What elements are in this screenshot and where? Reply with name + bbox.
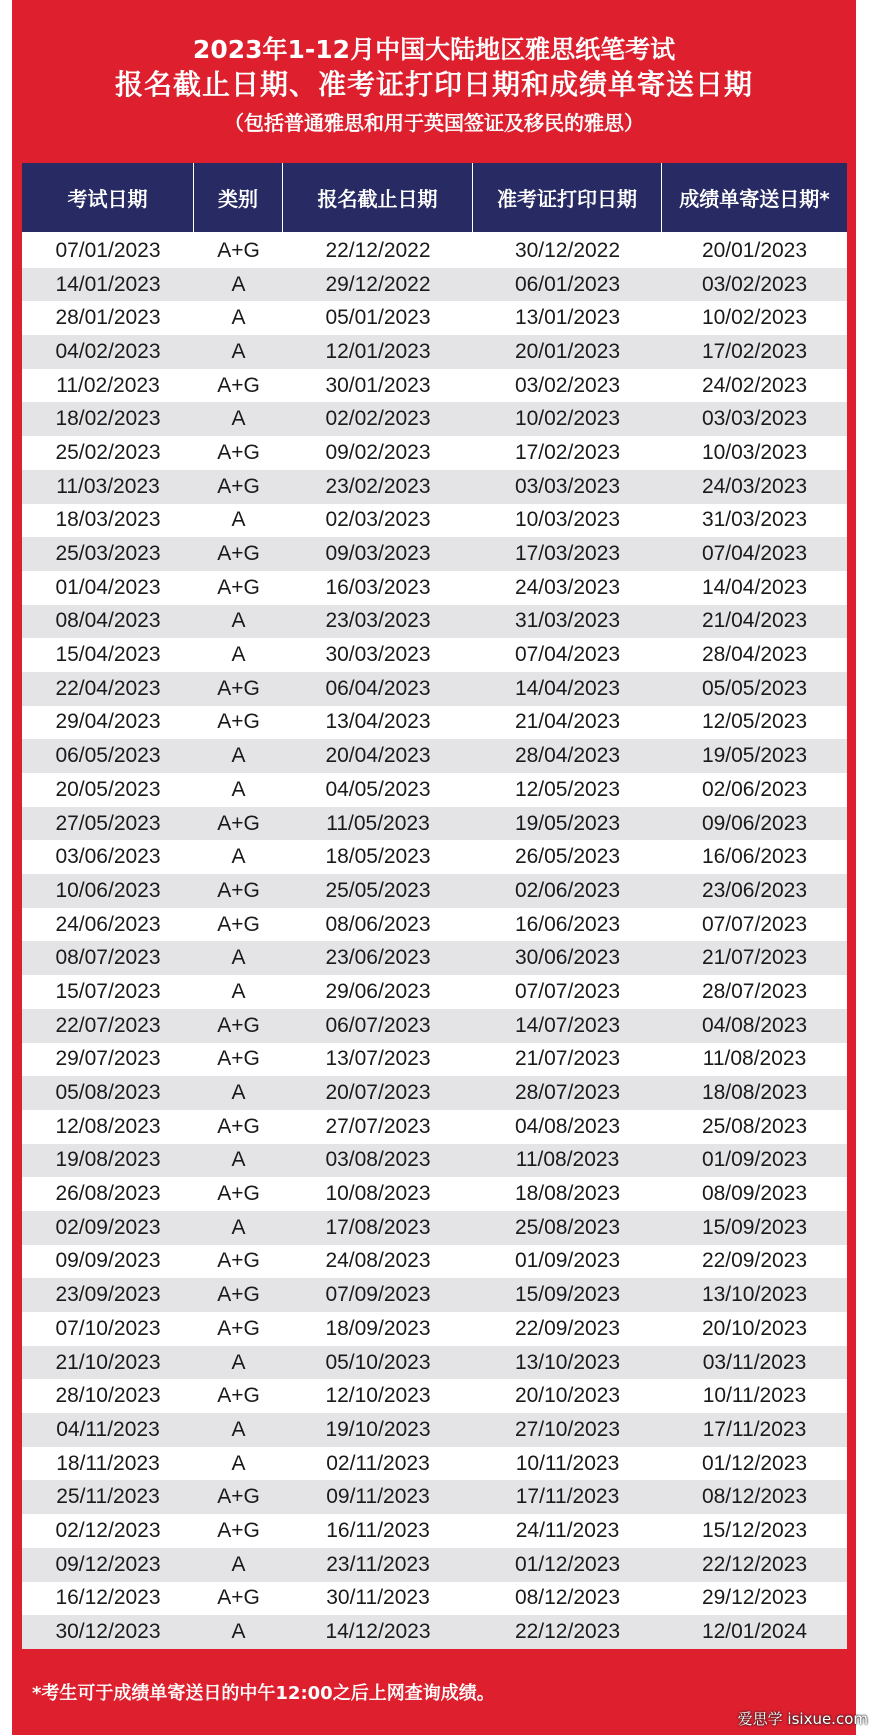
cell-registration-deadline: 23/06/2023	[325, 946, 431, 970]
cell-result-mail-date: 01/09/2023	[701, 1148, 808, 1172]
cell-result-mail-date: 24/02/2023	[701, 373, 808, 397]
cell-registration-deadline: 08/06/2023	[325, 912, 431, 936]
cell-registration-deadline: 27/07/2023	[325, 1114, 431, 1138]
cell-registration-deadline: 09/02/2023	[325, 440, 431, 464]
cell-exam-date: 05/08/2023	[55, 1081, 161, 1105]
cell-category: A	[231, 1451, 246, 1475]
cell-exam-date: 25/11/2023	[56, 1485, 160, 1509]
cell-category: A+G	[217, 1182, 260, 1206]
cell-registration-deadline: 05/10/2023	[325, 1350, 431, 1374]
cell-registration-deadline: 14/12/2023	[325, 1620, 431, 1644]
cell-exam-date: 26/08/2023	[55, 1182, 161, 1206]
cell-admission-print-date: 28/07/2023	[514, 1081, 621, 1105]
table-row	[22, 1144, 847, 1178]
cell-admission-print-date: 24/03/2023	[514, 575, 621, 599]
header-registration-deadline: 报名截止日期	[283, 163, 473, 232]
cell-registration-deadline: 02/11/2023	[326, 1451, 430, 1475]
cell-category: A	[231, 845, 246, 869]
table-row	[22, 975, 847, 1009]
cell-exam-date: 22/07/2023	[55, 1013, 161, 1037]
table-row	[22, 234, 847, 268]
cell-exam-date: 06/05/2023	[55, 744, 161, 768]
cell-admission-print-date: 10/03/2023	[514, 508, 621, 532]
table-row	[22, 369, 847, 403]
header-admission-print-date: 准考证打印日期	[473, 163, 662, 232]
cell-exam-date: 23/09/2023	[55, 1283, 161, 1307]
cell-result-mail-date: 20/01/2023	[701, 238, 808, 262]
cell-result-mail-date: 14/04/2023	[701, 575, 808, 599]
cell-registration-deadline: 09/03/2023	[325, 542, 431, 566]
cell-category: A+G	[217, 440, 260, 464]
cell-category: A+G	[217, 1384, 260, 1408]
table-row	[22, 470, 847, 504]
header-category: 类别	[194, 163, 283, 232]
cell-category: A+G	[217, 1485, 260, 1509]
table-row	[22, 1211, 847, 1245]
cell-admission-print-date: 20/01/2023	[514, 339, 621, 363]
cell-admission-print-date: 13/01/2023	[514, 306, 621, 330]
cell-result-mail-date: 18/08/2023	[701, 1081, 808, 1105]
cell-admission-print-date: 17/02/2023	[514, 440, 621, 464]
cell-registration-deadline: 10/08/2023	[325, 1182, 431, 1206]
cell-result-mail-date: 22/12/2023	[701, 1552, 808, 1576]
table-row	[22, 1043, 847, 1077]
table-row	[22, 1379, 847, 1413]
cell-exam-date: 12/08/2023	[55, 1114, 161, 1138]
cell-registration-deadline: 20/04/2023	[325, 744, 431, 768]
cell-exam-date: 07/10/2023	[55, 1316, 161, 1340]
cell-exam-date: 21/10/2023	[55, 1350, 161, 1374]
cell-category: A	[231, 946, 246, 970]
cell-result-mail-date: 13/10/2023	[701, 1283, 808, 1307]
cell-exam-date: 01/04/2023	[55, 575, 161, 599]
cell-exam-date: 02/12/2023	[55, 1518, 161, 1542]
cell-category: A+G	[217, 676, 260, 700]
cell-result-mail-date: 24/03/2023	[701, 474, 808, 498]
cell-exam-date: 08/07/2023	[55, 946, 161, 970]
cell-category: A+G	[217, 542, 260, 566]
cell-admission-print-date: 02/06/2023	[514, 878, 621, 902]
cell-registration-deadline: 18/05/2023	[325, 845, 431, 869]
cell-admission-print-date: 01/12/2023	[514, 1552, 621, 1576]
cell-exam-date: 25/03/2023	[55, 542, 161, 566]
cell-exam-date: 14/01/2023	[55, 272, 161, 296]
cell-category: A+G	[217, 1518, 260, 1542]
cell-result-mail-date: 22/09/2023	[701, 1249, 808, 1273]
cell-category: A	[231, 306, 246, 330]
cell-exam-date: 20/05/2023	[55, 777, 161, 801]
cell-admission-print-date: 14/04/2023	[514, 676, 621, 700]
cell-category: A	[231, 272, 246, 296]
cell-admission-print-date: 20/10/2023	[514, 1384, 621, 1408]
table-row	[22, 1110, 847, 1144]
cell-registration-deadline: 23/11/2023	[326, 1552, 430, 1576]
cell-admission-print-date: 10/02/2023	[514, 407, 621, 431]
cell-exam-date: 15/04/2023	[55, 643, 161, 667]
cell-result-mail-date: 17/02/2023	[701, 339, 808, 363]
table-row	[22, 1177, 847, 1211]
cell-category: A	[231, 407, 246, 431]
table-row	[22, 1447, 847, 1481]
cell-registration-deadline: 12/10/2023	[325, 1384, 431, 1408]
cell-admission-print-date: 10/11/2023	[515, 1451, 620, 1475]
cell-admission-print-date: 30/12/2022	[514, 238, 621, 262]
cell-result-mail-date: 04/08/2023	[701, 1013, 808, 1037]
cell-category: A	[231, 777, 246, 801]
table-row	[22, 941, 847, 975]
cell-result-mail-date: 07/07/2023	[701, 912, 808, 936]
cell-exam-date: 02/09/2023	[55, 1215, 161, 1239]
cell-result-mail-date: 12/05/2023	[701, 710, 808, 734]
cell-admission-print-date: 22/12/2023	[514, 1620, 621, 1644]
cell-result-mail-date: 08/12/2023	[701, 1485, 808, 1509]
cell-exam-date: 03/06/2023	[55, 845, 161, 869]
cell-category: A+G	[217, 238, 260, 262]
cell-admission-print-date: 01/09/2023	[514, 1249, 621, 1273]
cell-category: A+G	[217, 912, 260, 936]
cell-category: A+G	[217, 1114, 260, 1138]
cell-exam-date: 09/12/2023	[55, 1552, 161, 1576]
cell-registration-deadline: 29/12/2022	[325, 272, 431, 296]
cell-exam-date: 11/02/2023	[56, 373, 160, 397]
title-line-2: 报名截止日期、准考证打印日期和成绩单寄送日期	[114, 68, 753, 101]
cell-result-mail-date: 10/11/2023	[702, 1384, 807, 1408]
cell-admission-print-date: 17/11/2023	[515, 1485, 620, 1509]
table-row	[22, 706, 847, 740]
table-row	[22, 1615, 847, 1649]
cell-registration-deadline: 02/02/2023	[325, 407, 431, 431]
cell-registration-deadline: 30/01/2023	[325, 373, 431, 397]
table-row	[22, 402, 847, 436]
cell-admission-print-date: 16/06/2023	[514, 912, 621, 936]
cell-result-mail-date: 29/12/2023	[701, 1586, 808, 1610]
cell-category: A	[231, 979, 246, 1003]
cell-registration-deadline: 23/03/2023	[325, 609, 431, 633]
cell-result-mail-date: 15/09/2023	[701, 1215, 808, 1239]
cell-result-mail-date: 20/10/2023	[701, 1316, 808, 1340]
table-row	[22, 1480, 847, 1514]
cell-result-mail-date: 15/12/2023	[701, 1518, 808, 1542]
cell-exam-date: 24/06/2023	[55, 912, 161, 936]
cell-registration-deadline: 24/08/2023	[325, 1249, 431, 1273]
cell-result-mail-date: 03/02/2023	[701, 272, 808, 296]
table-row	[22, 1076, 847, 1110]
cell-admission-print-date: 24/11/2023	[515, 1518, 620, 1542]
cell-result-mail-date: 21/04/2023	[701, 609, 808, 633]
cell-admission-print-date: 06/01/2023	[514, 272, 621, 296]
cell-result-mail-date: 25/08/2023	[701, 1114, 808, 1138]
cell-category: A	[231, 744, 246, 768]
cell-exam-date: 27/05/2023	[55, 811, 161, 835]
cell-admission-print-date: 30/06/2023	[514, 946, 621, 970]
cell-result-mail-date: 28/04/2023	[701, 643, 808, 667]
table-row	[22, 739, 847, 773]
cell-admission-print-date: 25/08/2023	[514, 1215, 621, 1239]
watermark: 爱思学 isixue.com	[737, 1710, 868, 1728]
cell-result-mail-date: 19/05/2023	[701, 744, 808, 768]
cell-admission-print-date: 15/09/2023	[514, 1283, 621, 1307]
table-row	[22, 773, 847, 807]
cell-registration-deadline: 29/06/2023	[325, 979, 431, 1003]
cell-registration-deadline: 06/04/2023	[325, 676, 431, 700]
cell-admission-print-date: 19/05/2023	[514, 811, 621, 835]
cell-category: A+G	[217, 1013, 260, 1037]
table-row	[22, 1278, 847, 1312]
cell-result-mail-date: 28/07/2023	[701, 979, 808, 1003]
cell-exam-date: 18/11/2023	[56, 1451, 160, 1475]
title-line-1: 2023年1-12月中国大陆地区雅思纸笔考试	[192, 35, 676, 64]
table-row	[22, 1582, 847, 1616]
cell-admission-print-date: 03/02/2023	[514, 373, 621, 397]
cell-registration-deadline: 09/11/2023	[326, 1485, 430, 1509]
table-header	[22, 163, 847, 232]
cell-exam-date: 09/09/2023	[55, 1249, 161, 1273]
table-row	[22, 807, 847, 841]
cell-category: A+G	[217, 1047, 260, 1071]
cell-result-mail-date: 01/12/2023	[701, 1451, 808, 1475]
table-body	[22, 232, 847, 1649]
cell-admission-print-date: 07/04/2023	[514, 643, 621, 667]
cell-registration-deadline: 16/03/2023	[325, 575, 431, 599]
cell-registration-deadline: 23/02/2023	[325, 474, 431, 498]
cell-exam-date: 22/04/2023	[55, 676, 161, 700]
header-result-mail-date: 成绩单寄送日期*	[679, 187, 830, 211]
cell-exam-date: 28/10/2023	[55, 1384, 161, 1408]
cell-category: A+G	[217, 373, 260, 397]
cell-admission-print-date: 17/03/2023	[514, 542, 621, 566]
cell-result-mail-date: 03/03/2023	[701, 407, 808, 431]
cell-admission-print-date: 14/07/2023	[514, 1013, 621, 1037]
cell-exam-date: 29/04/2023	[55, 710, 161, 734]
cell-registration-deadline: 25/05/2023	[325, 878, 431, 902]
cell-category: A	[231, 643, 246, 667]
cell-category: A	[231, 1552, 246, 1576]
cell-registration-deadline: 13/04/2023	[325, 710, 431, 734]
table-row	[22, 1245, 847, 1279]
cell-admission-print-date: 11/08/2023	[515, 1148, 620, 1172]
table-row	[22, 436, 847, 470]
cell-category: A	[231, 1417, 246, 1441]
cell-registration-deadline: 06/07/2023	[325, 1013, 431, 1037]
cell-result-mail-date: 23/06/2023	[701, 878, 808, 902]
cell-exam-date: 30/12/2023	[55, 1620, 161, 1644]
cell-registration-deadline: 16/11/2023	[326, 1518, 430, 1542]
cell-registration-deadline: 20/07/2023	[325, 1081, 431, 1105]
cell-exam-date: 18/02/2023	[55, 407, 161, 431]
table-row	[22, 571, 847, 605]
subtitle: （包括普通雅思和用于英国签证及移民的雅思）	[224, 111, 644, 135]
cell-category: A	[231, 1081, 246, 1105]
cell-admission-print-date: 08/12/2023	[514, 1586, 621, 1610]
cell-admission-print-date: 13/10/2023	[514, 1350, 621, 1374]
cell-registration-deadline: 17/08/2023	[325, 1215, 431, 1239]
table-row	[22, 301, 847, 335]
cell-admission-print-date: 21/07/2023	[514, 1047, 621, 1071]
cell-category: A+G	[217, 1249, 260, 1273]
cell-category: A+G	[217, 575, 260, 599]
cell-category: A	[231, 609, 246, 633]
cell-exam-date: 07/01/2023	[55, 238, 161, 262]
cell-category: A+G	[217, 474, 260, 498]
cell-result-mail-date: 16/06/2023	[701, 845, 808, 869]
table-row	[22, 335, 847, 369]
cell-registration-deadline: 30/11/2023	[326, 1586, 430, 1610]
cell-category: A	[231, 339, 246, 363]
cell-admission-print-date: 07/07/2023	[514, 979, 621, 1003]
table-row	[22, 1514, 847, 1548]
cell-registration-deadline: 07/09/2023	[325, 1283, 431, 1307]
cell-exam-date: 10/06/2023	[55, 878, 161, 902]
table-row	[22, 1009, 847, 1043]
cell-exam-date: 04/02/2023	[55, 339, 161, 363]
table-row	[22, 874, 847, 908]
cell-exam-date: 15/07/2023	[55, 979, 161, 1003]
cell-admission-print-date: 28/04/2023	[514, 744, 621, 768]
schedule-table	[22, 163, 847, 1649]
table-row	[22, 1346, 847, 1380]
cell-result-mail-date: 05/05/2023	[701, 676, 808, 700]
cell-registration-deadline: 18/09/2023	[325, 1316, 431, 1340]
cell-result-mail-date: 10/03/2023	[701, 440, 808, 464]
cell-registration-deadline: 22/12/2022	[325, 238, 431, 262]
table-row	[22, 268, 847, 302]
cell-admission-print-date: 22/09/2023	[514, 1316, 621, 1340]
cell-admission-print-date: 03/03/2023	[514, 474, 621, 498]
cell-result-mail-date: 17/11/2023	[702, 1417, 807, 1441]
cell-registration-deadline: 30/03/2023	[325, 643, 431, 667]
cell-admission-print-date: 18/08/2023	[514, 1182, 621, 1206]
cell-result-mail-date: 03/11/2023	[702, 1350, 807, 1374]
cell-category: A	[231, 508, 246, 532]
cell-category: A+G	[217, 710, 260, 734]
cell-category: A	[231, 1148, 246, 1172]
footnote: *考生可于成绩单寄送日的中午12:00之后上网查询成绩。	[32, 1683, 495, 1704]
cell-exam-date: 19/08/2023	[55, 1148, 161, 1172]
table-row	[22, 672, 847, 706]
table-row	[22, 605, 847, 639]
cell-result-mail-date: 11/08/2023	[702, 1047, 807, 1071]
cell-result-mail-date: 02/06/2023	[701, 777, 808, 801]
cell-registration-deadline: 12/01/2023	[325, 339, 431, 363]
cell-registration-deadline: 02/03/2023	[325, 508, 431, 532]
cell-registration-deadline: 04/05/2023	[325, 777, 431, 801]
table-row	[22, 638, 847, 672]
cell-exam-date: 25/02/2023	[55, 440, 161, 464]
cell-category: A	[231, 1350, 246, 1374]
cell-exam-date: 04/11/2023	[56, 1417, 160, 1441]
table-row	[22, 537, 847, 571]
table-row	[22, 908, 847, 942]
cell-exam-date: 29/07/2023	[55, 1047, 161, 1071]
table-row	[22, 1312, 847, 1346]
cell-category: A+G	[217, 811, 260, 835]
cell-category: A+G	[217, 878, 260, 902]
cell-result-mail-date: 12/01/2024	[701, 1620, 808, 1644]
cell-admission-print-date: 04/08/2023	[514, 1114, 621, 1138]
cell-registration-deadline: 13/07/2023	[325, 1047, 431, 1071]
cell-registration-deadline: 03/08/2023	[325, 1148, 431, 1172]
cell-registration-deadline: 05/01/2023	[325, 306, 431, 330]
cell-result-mail-date: 21/07/2023	[701, 946, 808, 970]
poster-panel	[12, 0, 856, 1735]
header-exam-date: 考试日期	[22, 163, 194, 232]
cell-exam-date: 18/03/2023	[55, 508, 161, 532]
cell-admission-print-date: 27/10/2023	[514, 1417, 621, 1441]
cell-category: A+G	[217, 1316, 260, 1340]
cell-admission-print-date: 12/05/2023	[514, 777, 621, 801]
cell-result-mail-date: 07/04/2023	[701, 542, 808, 566]
cell-admission-print-date: 31/03/2023	[514, 609, 621, 633]
cell-category: A+G	[217, 1586, 260, 1610]
cell-category: A	[231, 1215, 246, 1239]
table-row	[22, 1548, 847, 1582]
table-row	[22, 1413, 847, 1447]
cell-admission-print-date: 26/05/2023	[514, 845, 621, 869]
cell-registration-deadline: 19/10/2023	[325, 1417, 431, 1441]
cell-registration-deadline: 11/05/2023	[326, 811, 430, 835]
cell-admission-print-date: 21/04/2023	[514, 710, 621, 734]
cell-exam-date: 16/12/2023	[55, 1586, 161, 1610]
cell-exam-date: 08/04/2023	[55, 609, 161, 633]
cell-exam-date: 11/03/2023	[56, 474, 160, 498]
cell-category: A	[231, 1620, 246, 1644]
cell-result-mail-date: 31/03/2023	[701, 508, 808, 532]
cell-result-mail-date: 08/09/2023	[701, 1182, 808, 1206]
table-row	[22, 840, 847, 874]
cell-result-mail-date: 10/02/2023	[701, 306, 808, 330]
cell-result-mail-date: 09/06/2023	[701, 811, 808, 835]
cell-category: A+G	[217, 1283, 260, 1307]
table-row	[22, 504, 847, 538]
cell-exam-date: 28/01/2023	[55, 306, 161, 330]
